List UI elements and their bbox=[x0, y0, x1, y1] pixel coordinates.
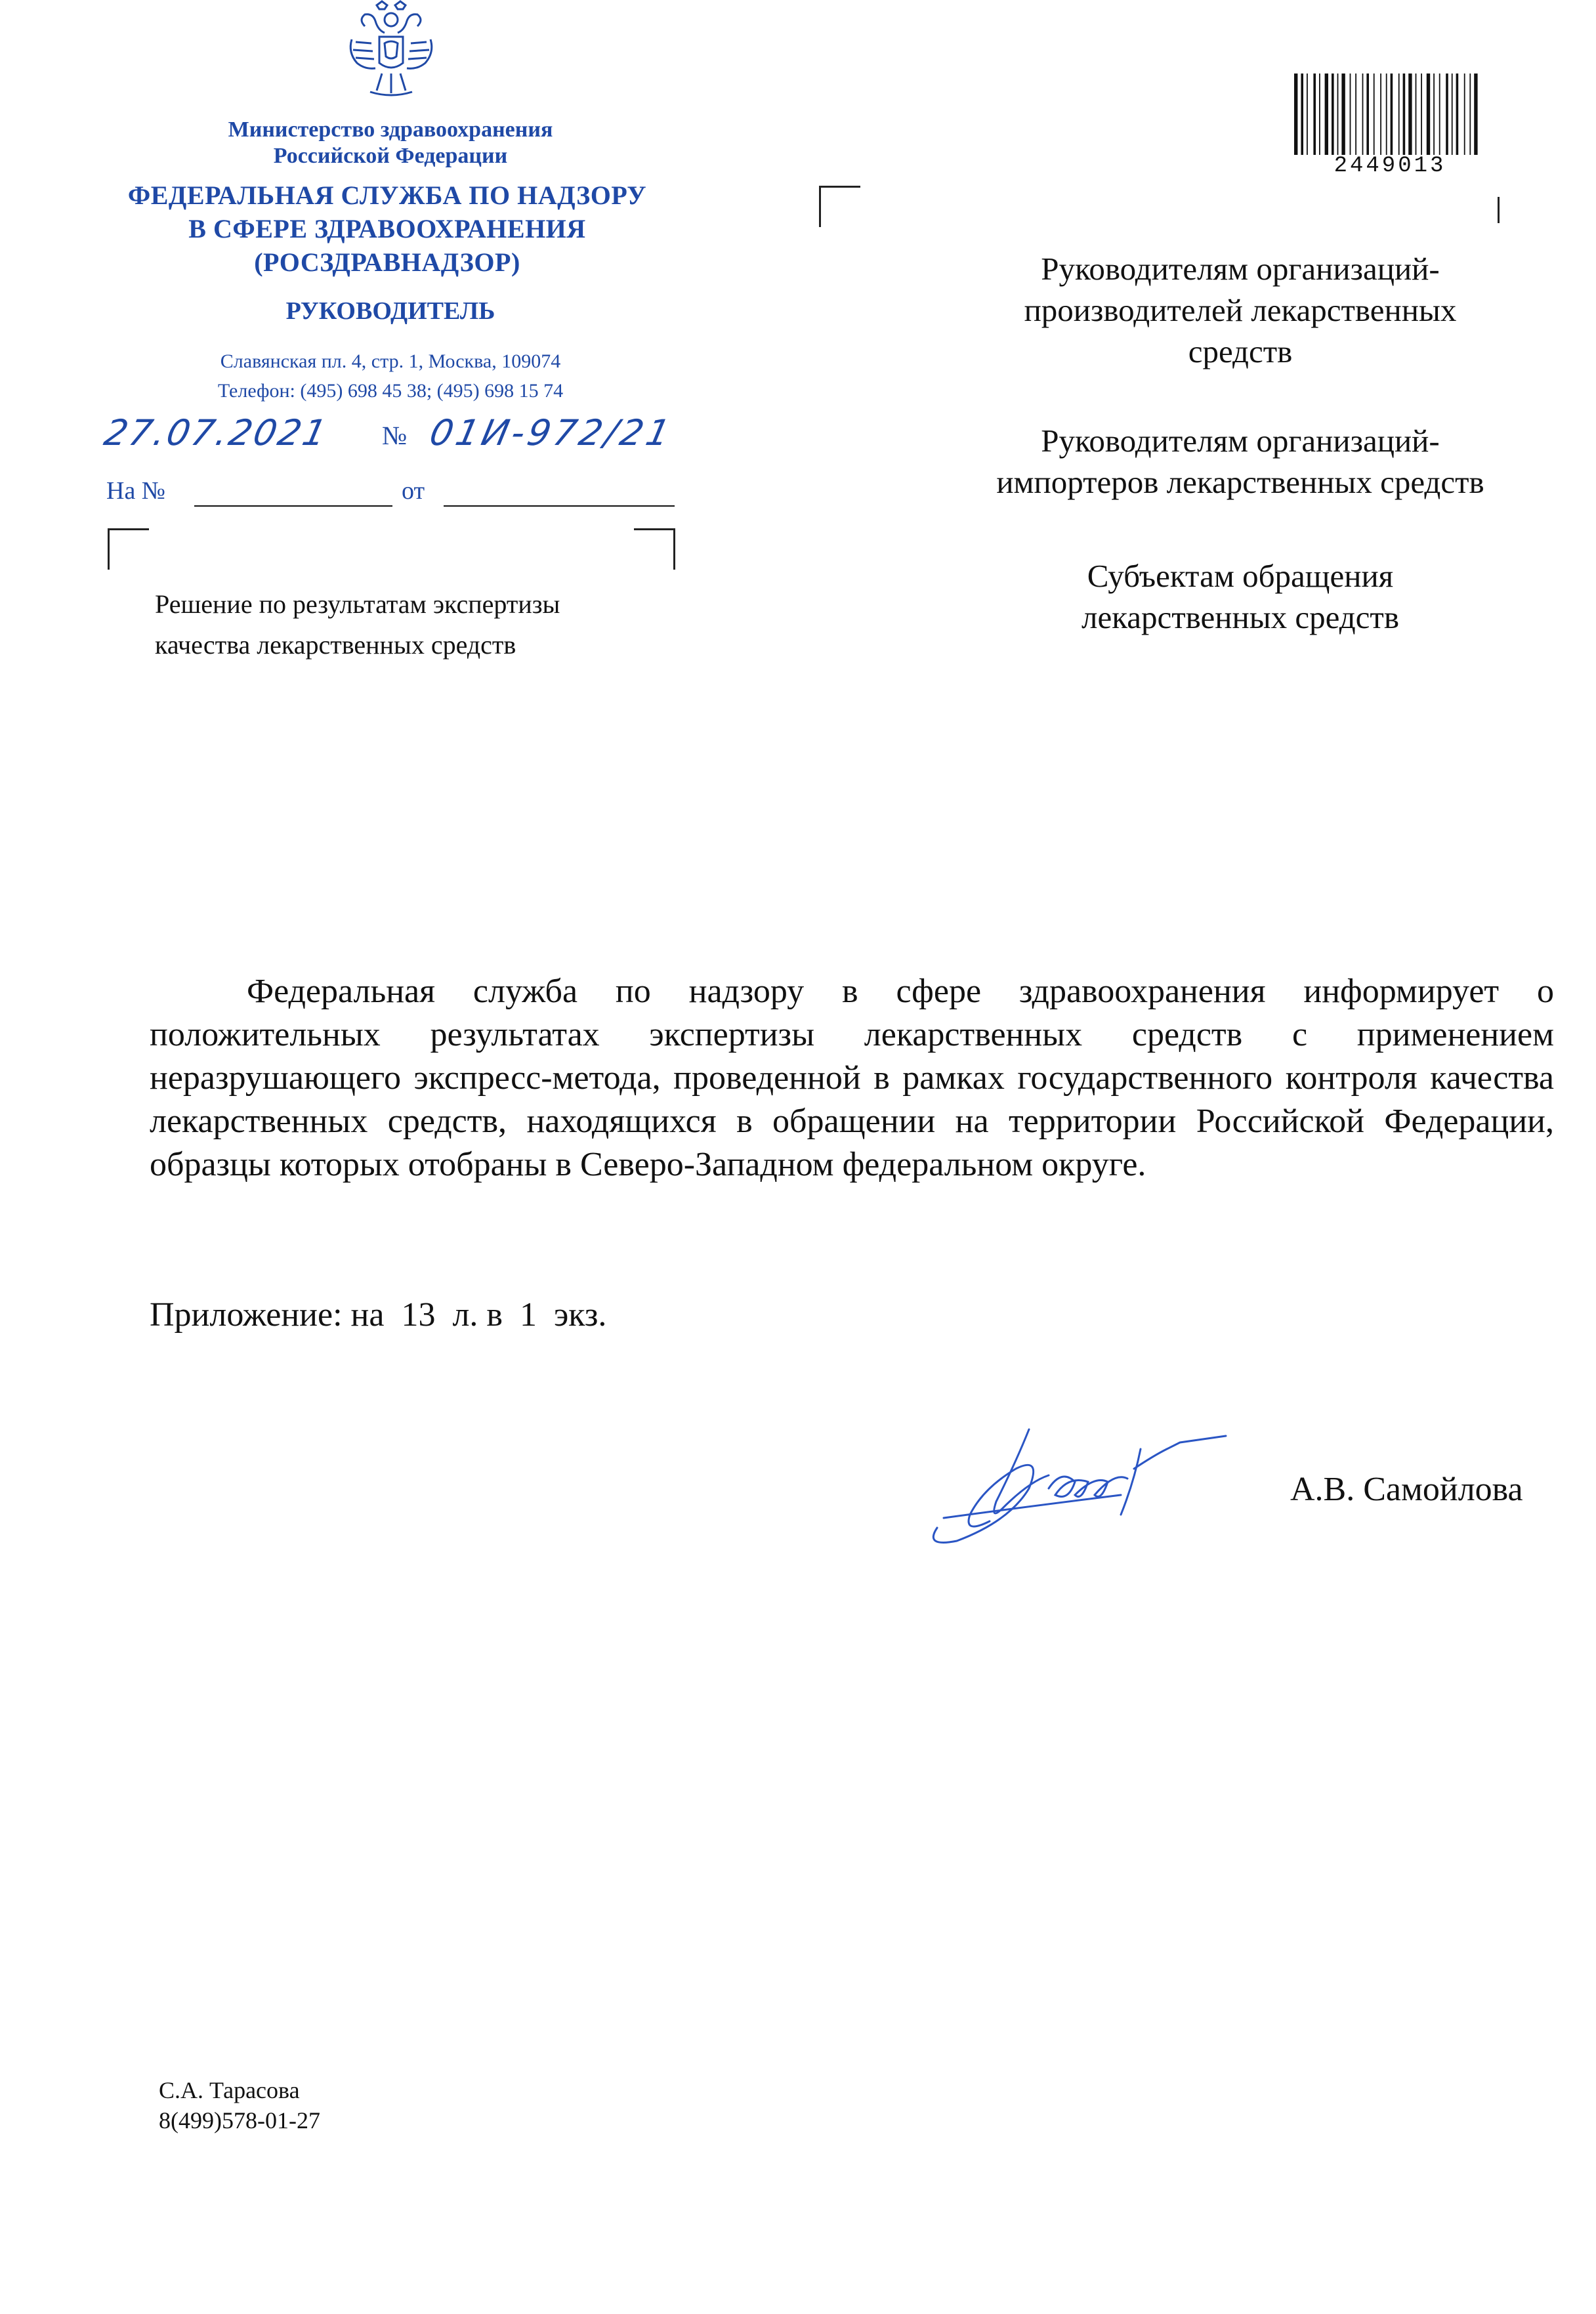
barcode-bar bbox=[1374, 74, 1375, 155]
barcode-bar bbox=[1398, 74, 1400, 155]
reply-date-blank bbox=[444, 505, 675, 507]
barcode-bar bbox=[1416, 74, 1417, 155]
barcode-bar bbox=[1319, 74, 1320, 155]
barcode-bar bbox=[1341, 74, 1345, 155]
subject-corner-right bbox=[634, 528, 675, 570]
head-title: РУКОВОДИТЕЛЬ bbox=[285, 297, 495, 325]
addressee-line: Руководителям организаций- bbox=[1041, 251, 1440, 287]
letter-body: Федеральная служба по надзору в сфере здравоохранения информирует о положительных результатах экспертизы лекарственных средств с применением неразрушающего экспресс-метода, проведенной в рамках государственного контроля качества лекарственных средств, находящихся в обращении на территории Российской Федерации, образцы которых отобраны в Северо-Западном федеральном округе. bbox=[150, 973, 1554, 1183]
barcode-bar bbox=[1350, 74, 1351, 155]
addressee-line: импортеров лекарственных средств bbox=[996, 464, 1484, 500]
addressee-manufacturers bbox=[919, 248, 1562, 372]
barcode-bar bbox=[1386, 74, 1387, 155]
ministry-name bbox=[164, 117, 617, 169]
service-phone: Телефон: (495) 698 45 38; (495) 698 15 74 bbox=[217, 380, 564, 402]
barcode-bar bbox=[1452, 74, 1453, 155]
barcode-bar bbox=[1391, 74, 1393, 155]
barcode-bar bbox=[1446, 74, 1448, 155]
barcode-bar bbox=[1325, 74, 1328, 155]
service-line-2: В СФЕРЕ ЗДРАВООХРАНЕНИЯ bbox=[188, 214, 586, 243]
barcode-bar bbox=[1421, 74, 1422, 155]
barcode-bar bbox=[1464, 74, 1465, 155]
subject-line-2: качества лекарственных средств bbox=[155, 630, 516, 660]
registration-number: 01И-972/21 bbox=[426, 412, 677, 453]
barcode-bar bbox=[1332, 74, 1334, 155]
service-contacts bbox=[131, 347, 650, 406]
barcode-number: 2449013 bbox=[1334, 154, 1446, 179]
service-line-3: (РОСЗДРАВНАДЗОР) bbox=[254, 247, 520, 277]
barcode-bar bbox=[1366, 74, 1369, 155]
barcode-bar bbox=[1380, 74, 1381, 155]
handwritten-signature-icon bbox=[917, 1397, 1298, 1561]
double-headed-eagle-emblem-icon bbox=[339, 0, 444, 100]
barcode-bar bbox=[1294, 74, 1297, 155]
executor-name: С.А. Тарасова bbox=[159, 2077, 300, 2103]
signer-name: А.В. Самойлова bbox=[1290, 1471, 1523, 1508]
service-name bbox=[92, 179, 682, 279]
barcode-bar bbox=[1362, 74, 1364, 155]
barcode-bar bbox=[1433, 74, 1435, 155]
letter-subject bbox=[155, 584, 693, 665]
reply-number-blank bbox=[194, 505, 392, 507]
addressee-line: лекарственных средств bbox=[1082, 599, 1399, 635]
addressee-line: Руководителям организаций- bbox=[1041, 423, 1440, 459]
barcode-bar bbox=[1456, 74, 1459, 155]
reply-number-label: На № bbox=[106, 477, 166, 505]
subject-line-1: Решение по результатам экспертизы bbox=[155, 589, 560, 619]
barcode-bar bbox=[1307, 74, 1308, 155]
barcode-bar bbox=[1474, 74, 1477, 155]
addressee-corner-left bbox=[819, 186, 860, 227]
ministry-line-2: Российской Федерации bbox=[273, 144, 508, 168]
registration-date: 27.07.2021 bbox=[100, 412, 332, 453]
barcode-bar bbox=[1403, 74, 1406, 155]
addressee-circulation-subjects bbox=[919, 555, 1562, 638]
subject-corner-left bbox=[108, 528, 149, 570]
addressee-corner-right bbox=[1498, 197, 1500, 223]
addressee-line: средств bbox=[1188, 333, 1293, 369]
ministry-line-1: Министерство здравоохранения bbox=[228, 117, 553, 142]
barcode-bar bbox=[1313, 74, 1316, 155]
barcode-bar bbox=[1439, 74, 1440, 155]
registration-number-sign: № bbox=[382, 421, 408, 450]
service-line-1: ФЕДЕРАЛЬНАЯ СЛУЖБА ПО НАДЗОРУ bbox=[127, 180, 647, 210]
barcode-bar bbox=[1469, 74, 1471, 155]
reply-from-label: от bbox=[402, 477, 425, 505]
barcode-bar bbox=[1408, 74, 1412, 155]
barcode-bar bbox=[1301, 74, 1303, 155]
service-address: Славянская пл. 4, стр. 1, Москва, 109074 bbox=[220, 350, 561, 372]
barcode-bar bbox=[1427, 74, 1430, 155]
barcode-bar bbox=[1355, 74, 1356, 155]
attachment-note: Приложение: на 13 л. в 1 экз. bbox=[150, 1296, 607, 1334]
addressee-line: Субъектам обращения bbox=[1087, 558, 1394, 594]
addressee-importers bbox=[919, 420, 1562, 503]
barcode bbox=[1292, 74, 1488, 156]
executor-phone: 8(499)578-01-27 bbox=[159, 2107, 320, 2134]
addressee-line: производителей лекарственных bbox=[1024, 292, 1457, 328]
barcode-bar bbox=[1337, 74, 1339, 155]
